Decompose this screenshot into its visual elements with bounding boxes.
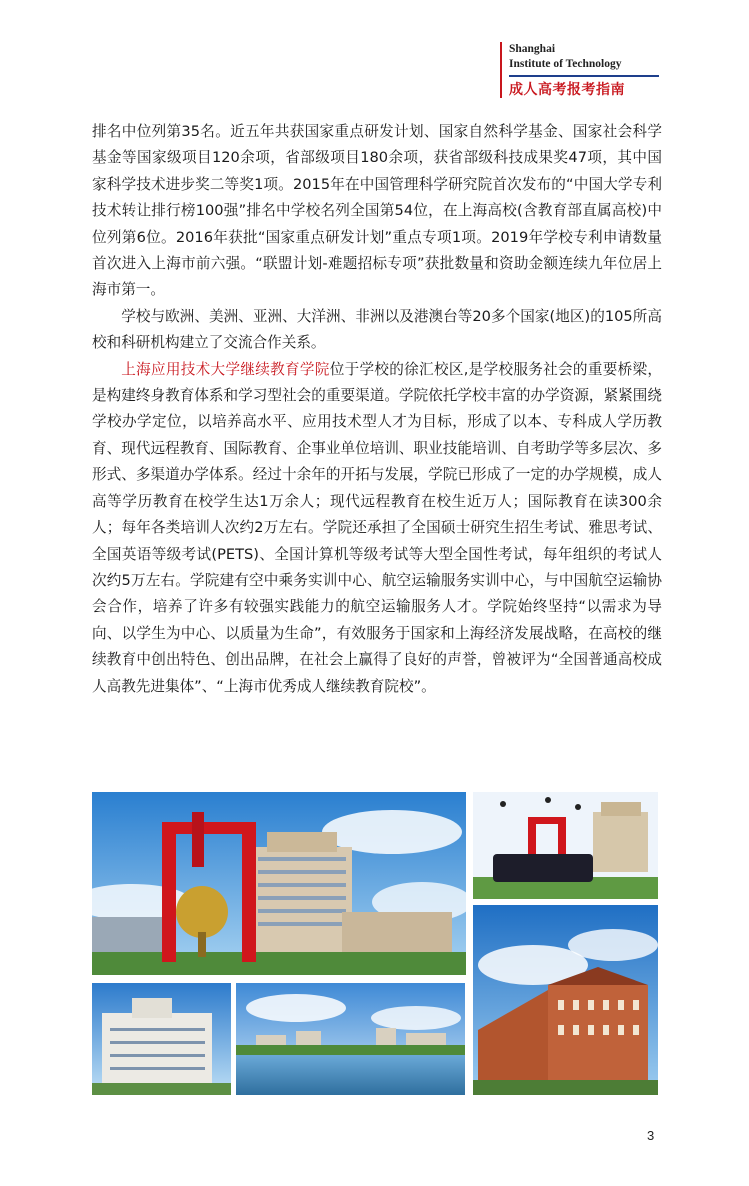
page-number: 3 [647,1128,655,1143]
campus-lake-photo [236,983,465,1095]
paragraph-2: 学校与欧洲、美洲、亚洲、大洋洲、非洲以及港澳台等20多个国家(地区)的105所高校和科研机构建立了交流合作关系。 [92,307,662,352]
white-building-photo [92,983,231,1095]
paragraph-3 [92,357,662,700]
header-divider [500,42,502,98]
header-english-line2: Institute of Technology [509,58,622,70]
graduation-photo [473,792,658,899]
header-rule [509,75,659,77]
page-header [500,42,660,100]
paragraph-1: 排名中位列第35名。近五年共获国家重点研发计划、国家自然科学基金、国家社会科学基金等国家级项目120余项，省部级项目180余项，获省部级科技成果奖47项，其中国家科学技术进步奖二等奖1项。2015年在中国管理科学研究院首次发布的“中国大学专利技术转让排行榜100强”排名中学校名列全国第54位，在上海高校(含教育部直属高校)中位列第6位。2016年获批“国家重点研发计划”重点专项1项。2019年学校专利申请数量首次进入上海市前六强。“联盟计划-难题招标专项”获批数量和资助金额连续九年位居上海市第一。 [92,123,662,299]
college-name-highlight: 上海应用技术大学继续教育学院 [121,360,330,378]
brick-building-photo [473,905,658,1095]
header-chinese-title: 成人高考报考指南 [509,82,625,98]
campus-gate-photo [92,792,466,975]
body-text [92,119,662,700]
header-english-line1: Shanghai [509,43,556,55]
paragraph-3-text: 位于学校的徐汇校区,是学校服务社会的重要桥梁，是构建终身教育体系和学习型社会的重要渠道。学院依托学校丰富的办学资源，紧紧围绕学校办学定位，以培养高水平、应用技术型人才为目标，形成了以本、专科成人学历教育、现代远程教育、国际教育、企事业单位培训、职业技能培训、自考助学等多层次、多形式、多渠道办学体系。经过十余年的开拓与发展，学院已形成了一定的办学规模，成人高等学历教育在校学生达1万余人；现代远程教育在校生近万人；国际教育在读300余人；每年各类培训人次约2万左右。学院还承担了全国硕士研究生招生考试、雅思考试、全国英语等级考试(PETS)、全国计算机等级考试等大型全国性考试，每年组织的考试人次约5万左右。学院建有空中乘务实训中心、航空运输服务实训中心，与中国航空运输协会合作，培养了许多有较强实践能力的航空运输服务人才。学院始终坚持“以需求为导向、以学生为中心、以质量为生命”，有效服务于国家和上海经济发展战略，在高校的继续教育中创出特色、创出品牌，在社会上赢得了良好的声誉，曾被评为“全国普通高校成人高教先进集体”、“上海市优秀成人继续教育院校”。 [92,360,662,695]
